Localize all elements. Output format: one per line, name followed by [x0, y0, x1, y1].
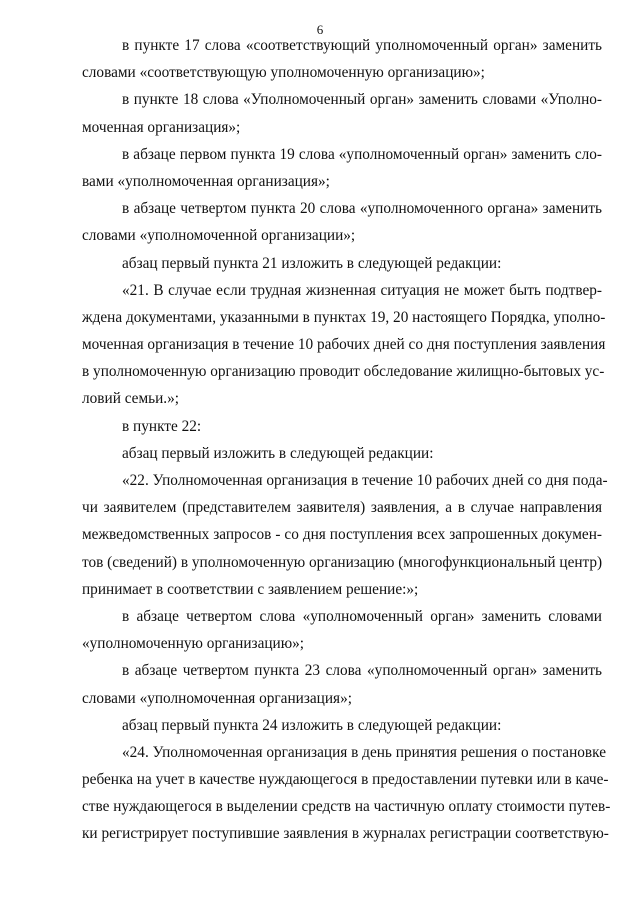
text-line: абзац первый изложить в следующей редакции:: [122, 444, 434, 462]
text-line: в абзаце четвертом пункта 20 слова «уполномоченного органа» заменить: [122, 200, 602, 218]
text-line: межведомственных запросов - со дня поступления всех запрошенных докумен-: [82, 526, 602, 544]
text-line: ребенка на учет в качестве нуждающегося в предоставлении путевки или в каче-: [82, 771, 609, 789]
text-line: в уполномоченную организацию проводит обследование жилищно-бытовых ус-: [82, 363, 605, 381]
text-line: тов (сведений) в уполномоченную организацию (многофункциональный центр): [82, 553, 603, 571]
document-body: [82, 32, 611, 848]
text-line: принимает в соответствии с заявлением решение:»;: [82, 580, 419, 598]
text-line: абзац первый пункта 24 изложить в следующей редакции:: [122, 716, 502, 734]
text-line: ки регистрирует поступившие заявления в журналах регистрации соответствую-: [82, 825, 609, 843]
text-line: чи заявителем (представителем заявителя) заявления, а в случае направления: [82, 499, 602, 517]
text-line: вами «уполномоченная организация»;: [82, 172, 330, 190]
text-line: «22. Уполномоченная организация в течение 10 рабочих дней со дня пода-: [122, 472, 608, 489]
text-line: в абзаце четвертом пункта 23 слова «уполномоченный орган» заменить: [122, 662, 602, 680]
text-line: «21. В случае если трудная жизненная ситуация не может быть подтвер-: [122, 281, 602, 299]
text-line: в пункте 18 слова «Уполномоченный орган» заменить словами «Уполно-: [122, 91, 602, 109]
text-line: ловий семьи.»;: [82, 390, 180, 408]
text-line: словами «соответствующую уполномоченную организацию»;: [82, 64, 485, 82]
text-line: стве нуждающегося в выделении средств на частичную оплату стоимости путев-: [82, 798, 611, 816]
text-line: словами «уполномоченная организация»;: [82, 689, 352, 707]
page-number: 6: [316, 22, 324, 37]
text-line: в абзаце четвертом слова «уполномоченный орган» заменить словами: [122, 607, 602, 625]
text-line: в пункте 17 слова «соответствующий уполномоченный орган» заменить: [122, 37, 602, 54]
text-line: моченная организация»;: [82, 118, 241, 136]
text-line: моченная организация в течение 10 рабочих дней со дня поступления заявления: [82, 336, 606, 354]
text-line: в пункте 22:: [122, 417, 202, 435]
text-line: в абзаце первом пункта 19 слова «уполномоченный орган» заменить сло-: [122, 145, 602, 163]
text-line: «24. Уполномоченная организация в день принятия решения о постановке: [122, 743, 606, 761]
text-line: «уполномоченную организацию»;: [82, 635, 305, 653]
text-line: ждена документами, указанными в пунктах 19, 20 настоящего Порядка, уполно-: [82, 308, 606, 326]
text-line: словами «уполномоченной организации»;: [82, 227, 356, 245]
text-line: абзац первый пункта 21 изложить в следующей редакции:: [122, 254, 502, 272]
